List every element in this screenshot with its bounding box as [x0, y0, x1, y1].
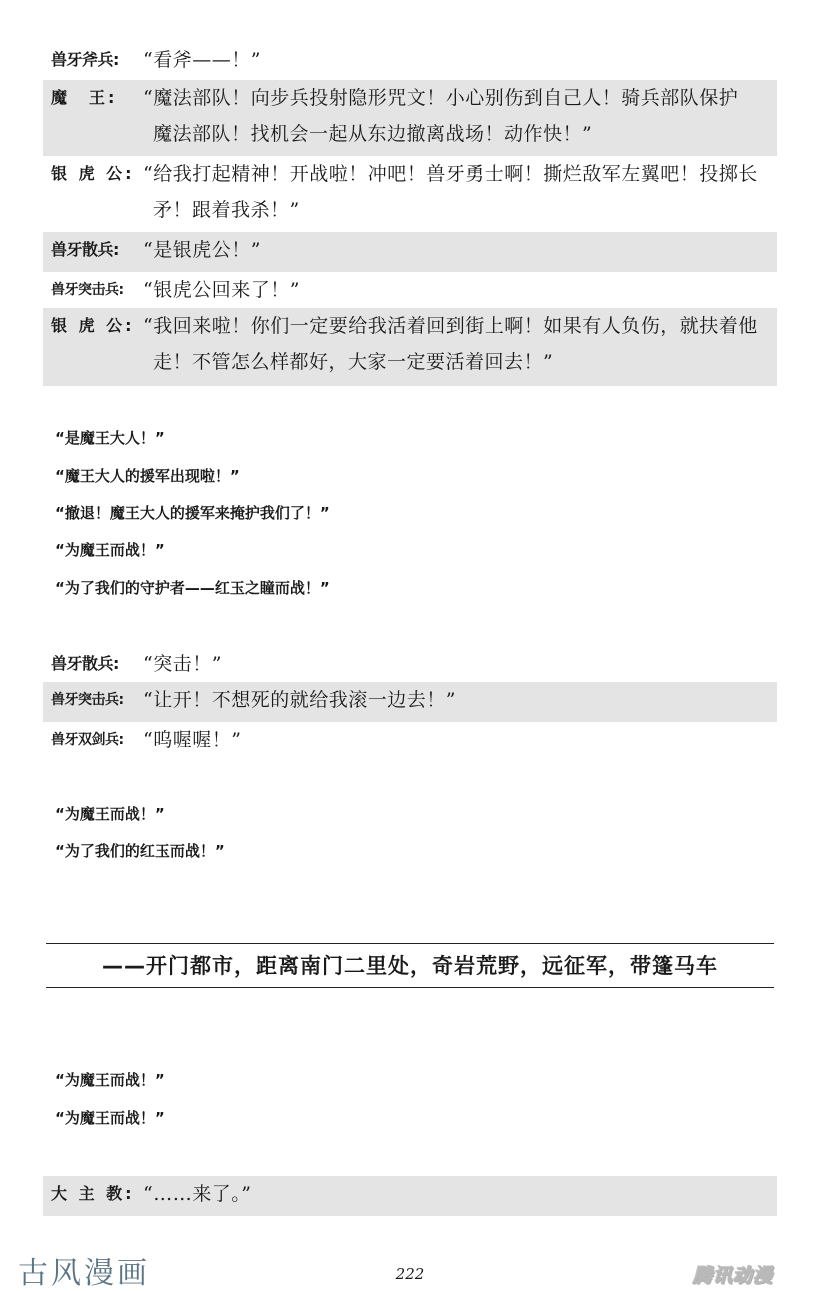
dialogue-text-line: 矛！跟着我杀！” [153, 199, 300, 221]
dialogue-block-middle [43, 646, 777, 758]
scene-divider-bottom [46, 987, 774, 988]
dialogue-text-line: “我回来啦！你们一定要给我活着回到街上啊！如果有人负伤，就扶着他 [143, 315, 758, 337]
speaker-label: 兽牙突击兵: [51, 282, 124, 298]
speaker-label: 兽牙散兵: [51, 240, 119, 259]
speaker-label: 兽牙突击兵: [51, 692, 124, 708]
crowd-shout: “为魔王而战！” [55, 805, 165, 823]
dialogue-line [43, 646, 777, 682]
dialogue-line [43, 272, 777, 308]
dialogue-text: “银虎公回来了！” [143, 279, 300, 301]
dialogue-block-bottom [43, 1176, 777, 1216]
speaker-label: 大 主 教: [51, 1184, 135, 1203]
dialogue-text: “呜喔喔！” [143, 729, 242, 751]
dialogue-text-line: “魔法部队！向步兵投射隐形咒文！小心别伤到自己人！骑兵部队保护 [143, 87, 739, 109]
crowd-shout: “为了我们的红玉而战！” [55, 842, 225, 860]
dialogue-text: “……来了。” [143, 1183, 252, 1205]
crowd-shout: “为魔王而战！” [55, 1071, 165, 1089]
speaker-label: 兽牙双剑兵: [51, 732, 124, 748]
speaker-label: 魔 王: [51, 88, 118, 107]
crowd-shout: “魔王大人的援军出现啦！” [55, 467, 240, 485]
dialogue-line [43, 156, 777, 232]
crowd-shout: “为了我们的守护者——红玉之瞳而战！” [55, 579, 330, 597]
speaker-label: 兽牙散兵: [51, 654, 119, 673]
watermark-logo-right: 腾讯动漫 [692, 1264, 773, 1287]
dialogue-text: “让开！不想死的就给我滚一边去！” [143, 689, 456, 711]
dialogue-line [43, 232, 777, 272]
page-number: 222 [395, 1265, 425, 1283]
dialogue-line [43, 308, 777, 386]
dialogue-text-line: 走！不管怎么样都好，大家一定要活着回去！” [153, 351, 554, 373]
crowd-shout: “为魔王而战！” [55, 541, 165, 559]
dialogue-text-line: 魔法部队！找机会一起从东边撤离战场！动作快！” [153, 123, 593, 145]
dialogue-block-top [43, 42, 777, 386]
speaker-label: 兽牙斧兵: [51, 50, 119, 69]
dialogue-line [43, 682, 777, 722]
dialogue-text: “是银虎公！” [143, 239, 261, 261]
dialogue-text [143, 80, 769, 152]
crowd-shout: “为魔王而战！” [55, 1109, 165, 1127]
dialogue-line [43, 1176, 777, 1216]
dialogue-text [143, 156, 769, 228]
speaker-label: 银 虎 公: [51, 164, 135, 183]
watermark-logo-left: 古风漫画 [18, 1256, 150, 1291]
dialogue-text-line: “给我打起精神！开战啦！冲吧！兽牙勇士啊！撕烂敌军左翼吧！投掷长 [143, 163, 758, 185]
scene-heading: ——开门都市，距离南门二里处，奇岩荒野，远征军，带篷马车 [102, 954, 718, 978]
scene-divider-top [46, 943, 774, 944]
dialogue-line [43, 42, 777, 80]
crowd-shout: “是魔王大人！” [55, 429, 165, 447]
dialogue-text: “突击！” [143, 653, 222, 675]
dialogue-text [143, 308, 769, 380]
speaker-label: 银 虎 公: [51, 316, 135, 335]
dialogue-text: “看斧——！” [143, 49, 261, 71]
crowd-shout: “撤退！魔王大人的援军来掩护我们了！” [55, 504, 330, 522]
dialogue-line [43, 722, 777, 758]
dialogue-line [43, 80, 777, 156]
